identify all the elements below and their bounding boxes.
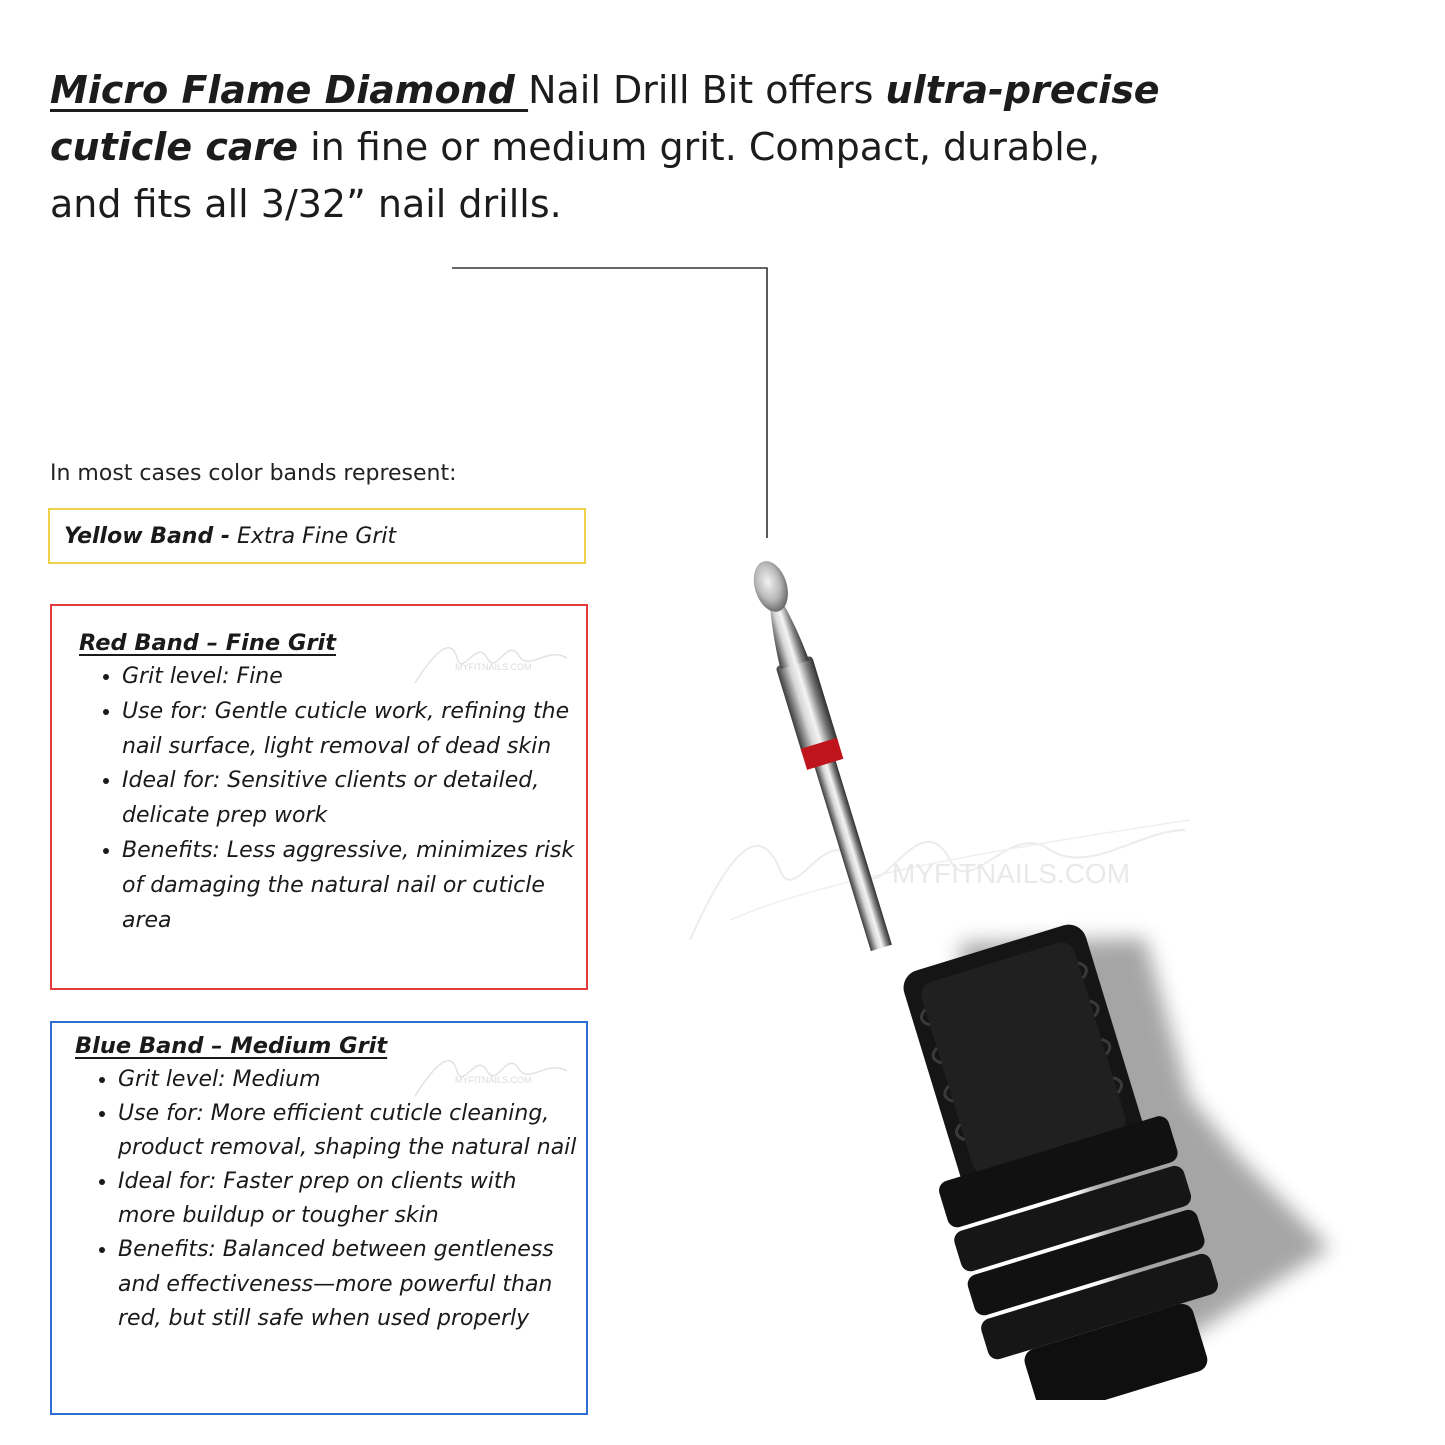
yellow-band-value: Extra Fine Grit (230, 524, 397, 549)
list-item: • Use for: More efficient cuticle cleaning, product removal, shaping the natural nail (118, 1097, 580, 1165)
callout-connector-line (452, 266, 782, 546)
drill-bit-image (700, 540, 1360, 1400)
product-headline (50, 62, 1170, 233)
list-item: • Grit level: Medium (118, 1063, 580, 1097)
blue-band-box (50, 1021, 588, 1415)
list-item: • Use for: Gentle cuticle work, refining the nail surface, light removal of dead skin (122, 695, 579, 765)
diamond-tip (748, 557, 794, 616)
headline-text-1: Nail Drill Bit offers (528, 68, 886, 112)
red-band-box (50, 604, 588, 990)
blue-band-heading: Blue Band – Medium Grit (75, 1033, 388, 1059)
yellow-band-label: Yellow Band - (64, 524, 231, 549)
list-item: • Benefits: Less aggressive, minimizes risk of damaging the natural nail or cuticle area (122, 834, 579, 938)
red-band-heading: Red Band – Fine Grit (79, 630, 337, 656)
blue-band-list (75, 1063, 580, 1336)
red-band-list (79, 660, 579, 938)
watermark-url: MYFITNAILS.COM (455, 1075, 532, 1085)
list-item: • Ideal for: Faster prep on clients with more buildup or tougher skin (118, 1165, 580, 1233)
list-item: • Ideal for: Sensitive clients or detailed, delicate prep work (122, 764, 579, 834)
color-bands-intro: In most cases color bands represent: (50, 461, 457, 486)
list-item: • Grit level: Fine (122, 660, 579, 695)
watermark-url: MYFITNAILS.COM (892, 858, 1131, 889)
product-title: Micro Flame Diamond (50, 68, 529, 112)
headline-emphasis: ultra-precise cuticle care (50, 68, 1160, 169)
list-item: • Benefits: Balanced between gentleness and effectiveness—more powerful than red, but still safe when used properly (118, 1233, 580, 1335)
watermark-url: MYFITNAILS.COM (455, 662, 532, 672)
yellow-band-box (48, 508, 586, 564)
headline-text-2: in fine or medium grit. Compact, durable, and fits all 3/32” nail drills. (50, 125, 1101, 226)
